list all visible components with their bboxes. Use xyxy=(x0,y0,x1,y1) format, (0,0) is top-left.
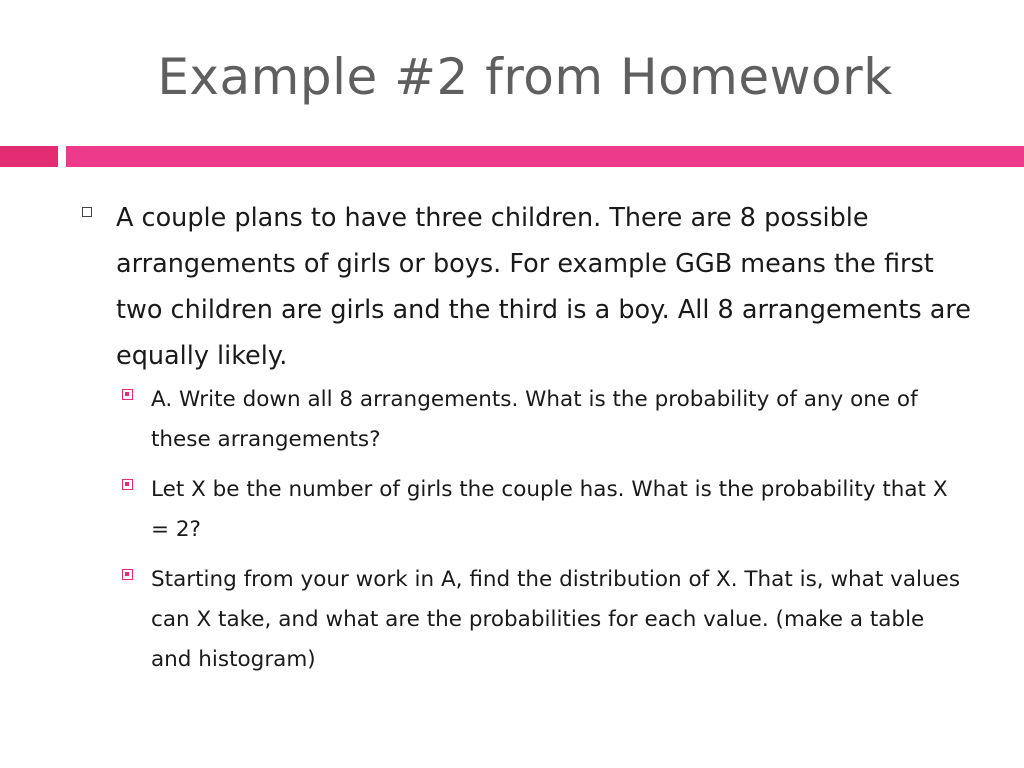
sub-bullet-text: A. Write down all 8 arrangements. What is the probability of any one of these arrangements? xyxy=(151,387,918,452)
pink-framed-square-icon xyxy=(122,479,133,490)
hollow-square-icon xyxy=(82,207,92,217)
sub-bullet-item-x xyxy=(122,470,962,550)
sub-bullet-text: Starting from your work in A, find the distribution of X. That is, what values can X take, and what are the probabilities for each value. (make a table and histogram) xyxy=(151,567,961,672)
sub-bullet-item-distribution xyxy=(122,560,962,680)
pink-framed-square-icon xyxy=(122,389,133,400)
title-rule-right xyxy=(66,146,1024,167)
sub-bullet-text: Let X be the number of girls the couple has. What is the probability that X = 2? xyxy=(151,477,948,542)
bullet-item-main xyxy=(82,195,972,379)
bullet-text: A couple plans to have three children. There are 8 possible arrangements of girls or boys. For example GGB means the first two children are girls and the third is a boy. All 8 arrangements are equally likely. xyxy=(116,203,971,371)
pink-framed-square-icon xyxy=(122,569,133,580)
slide-title: Example #2 from Homework xyxy=(157,48,893,106)
sub-bullet-item-a xyxy=(122,380,962,460)
title-rule-left xyxy=(0,146,58,167)
